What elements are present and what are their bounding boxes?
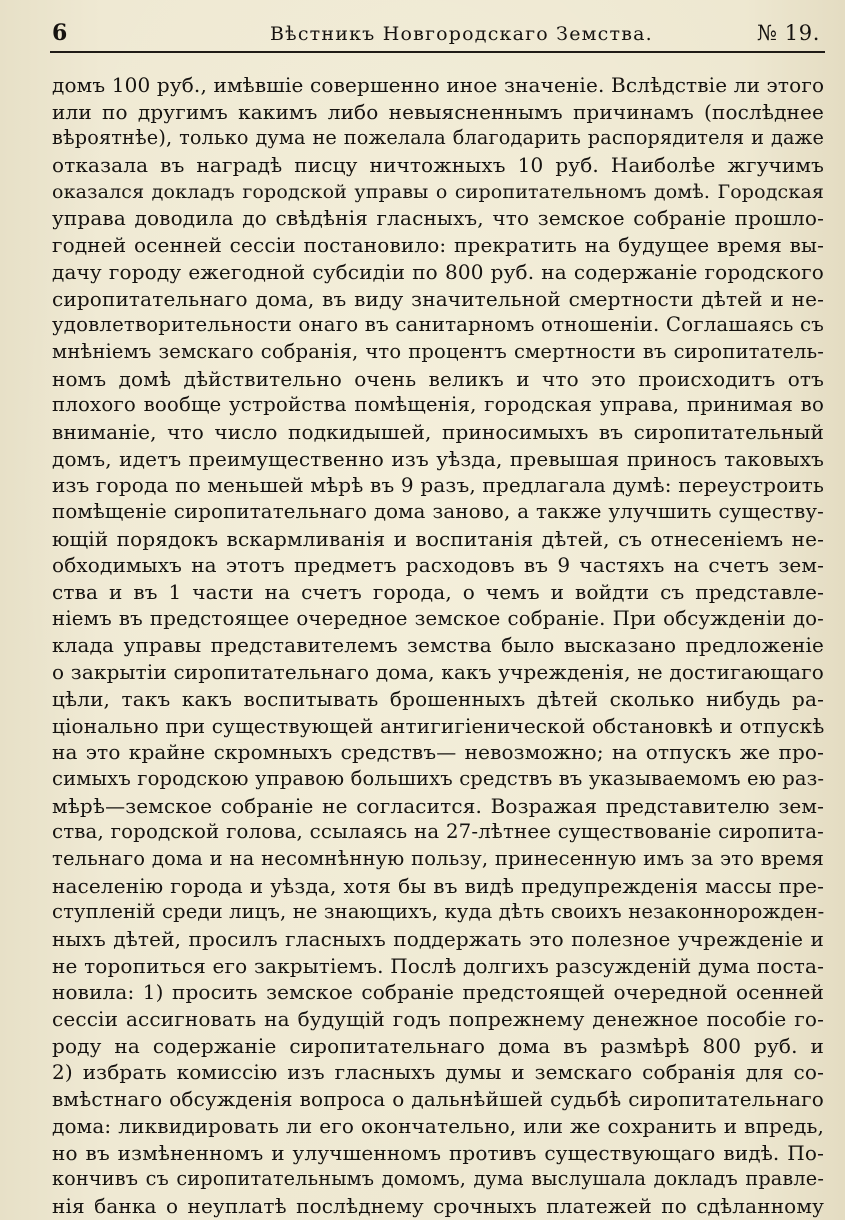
text-line: ства и въ 1 части на счетъ города, о чемъ и войдти съ представле- bbox=[52, 580, 824, 605]
text-line: помѣщеніе сиропитательнаго дома заново, а также улучшить существу- bbox=[52, 500, 824, 523]
text-line: но въ измѣненномъ и улучшенномъ противъ существующаго видѣ. По- bbox=[52, 1140, 824, 1165]
text-line: о закрытіи сиропитательнаго дома, какъ учрежденія, не достигающаго bbox=[52, 660, 824, 685]
text-line: кончивъ съ сиропитательнымъ домомъ, дума выслушала докладъ правле- bbox=[52, 1167, 824, 1191]
text-line: сессіи ассигновать на будущій годъ попрежнему денежное пособіе го- bbox=[52, 1007, 824, 1032]
text-line: ніемъ въ предстоящее очередное земское собраніе. При обсужденіи до- bbox=[52, 606, 824, 630]
text-line: цѣли, такъ какъ воспитывать брошенныхъ дѣтей сколько нибудь ра- bbox=[52, 686, 824, 711]
text-line: клада управы представителемъ земства было высказано предложеніе bbox=[52, 633, 824, 658]
text-line: плохого вообще устройства помѣщенія, городская управа, принимая во bbox=[52, 393, 824, 417]
text-line: сиропитательнаго дома, въ виду значительной смертности дѣтей и не- bbox=[52, 286, 824, 311]
text-line: нія банка о неуплатѣ послѣднему срочныхъ платежей по сдѣланному bbox=[52, 1193, 824, 1218]
text-line: удовлетворительности онаго въ санитарномъ отношеніи. Соглашаясь съ bbox=[52, 313, 824, 337]
text-line: дачу городу ежегодной субсидіи по 800 руб. на содержаніе городского bbox=[52, 259, 824, 284]
text-line: ныхъ дѣтей, просилъ гласныхъ поддержать это полезное учрежденіе и bbox=[52, 927, 824, 951]
text-line: населенію города и уѣзда, хотя бы въ видѣ предупрежденія массы пре- bbox=[52, 873, 824, 898]
text-line: мнѣніемъ земскаго собранія, что процентъ смертности въ сиропитатель- bbox=[52, 339, 824, 363]
text-line: на это крайне скромныхъ средствъ— невозможно; на отпускъ же про- bbox=[52, 740, 824, 765]
text-line: роду на содержаніе сиропитательнаго дома въ размѣрѣ 800 руб. и bbox=[52, 1033, 824, 1058]
text-line: управа доводила до свѣдѣнія гласныхъ, что земское собраніе прошло- bbox=[52, 206, 824, 231]
text-line: новила: 1) просить земское собраніе предстоящей очередной осенней bbox=[52, 980, 824, 1005]
page-number: 6 bbox=[52, 20, 68, 46]
article-body bbox=[52, 72, 824, 1220]
text-line: не торопиться его закрытіемъ. Послѣ долгихъ разсужденій дума поста- bbox=[52, 953, 824, 978]
journal-title: Вѣстникъ Новгородскаго Земства. bbox=[270, 23, 653, 45]
header-rule bbox=[50, 51, 825, 53]
text-line: отказала въ наградѣ писцу ничтожныхъ 10 руб. Наиболѣе жгучимъ bbox=[52, 153, 824, 178]
text-line: ющій порядокъ вскармливанія и воспитанія дѣтей, съ отнесеніемъ не- bbox=[52, 526, 824, 551]
text-line: или по другимъ какимъ либо невыясненнымъ причинамъ (послѣднее bbox=[52, 99, 824, 124]
text-line: симыхъ городскою управою большихъ средствъ въ указываемомъ ею раз- bbox=[52, 766, 825, 790]
text-line: 2) избрать комиссію изъ гласныхъ думы и земскаго собранія для со- bbox=[52, 1060, 824, 1085]
text-line: вмѣстнаго обсужденія вопроса о дальнѣйшей судьбѣ сиропитательнаго bbox=[52, 1087, 824, 1112]
text-line: номъ домѣ дѣйствительно очень великъ и что это происходитъ отъ bbox=[52, 366, 824, 391]
text-line: вниманіе, что число подкидышей, приносимыхъ въ сиропитательный bbox=[52, 419, 824, 444]
text-line: годней осенней сессіи постановило: прекратить на будущее время вы- bbox=[52, 233, 824, 258]
text-line: изъ города по меньшей мѣрѣ въ 9 разъ, предлагала думѣ: переустроить bbox=[52, 473, 824, 498]
issue-number: № 19. bbox=[757, 21, 820, 45]
text-line: ціонально при существующей антигигіенической обстановкѣ и отпускѣ bbox=[52, 713, 825, 738]
text-line: оказался докладъ городской управы о сиропитательномъ домѣ. Городская bbox=[52, 180, 824, 203]
text-line: тельнаго дома и на несомнѣнную пользу, принесенную имъ за это время bbox=[52, 846, 824, 870]
text-line: обходимыхъ на этотъ предметъ расходовъ въ 9 частяхъ на счетъ зем- bbox=[52, 553, 824, 578]
text-line: ства, городской голова, ссылаясь на 27-лѣтнее существованіе сиропита- bbox=[52, 820, 824, 844]
page-header bbox=[52, 18, 824, 52]
text-line: домъ 100 руб., имѣвшіе совершенно иное значеніе. Вслѣдствіе ли этого bbox=[52, 73, 825, 97]
text-line: вѣроятнѣе), только дума не пожелала благодарить распорядителя и даже bbox=[52, 126, 824, 150]
text-line: ступленій среди лицъ, не знающихъ, куда дѣть своихъ незаконнорожден- bbox=[52, 900, 825, 924]
text-line: домъ, идетъ преимущественно изъ уѣзда, превышая приносъ таковыхъ bbox=[52, 446, 824, 471]
text-line: мѣрѣ—земское собраніе не согласится. Возражая представителю зем- bbox=[52, 793, 824, 818]
text-line: дома: ликвидировать ли его окончательно, или же сохранить и впредь, bbox=[52, 1113, 824, 1138]
